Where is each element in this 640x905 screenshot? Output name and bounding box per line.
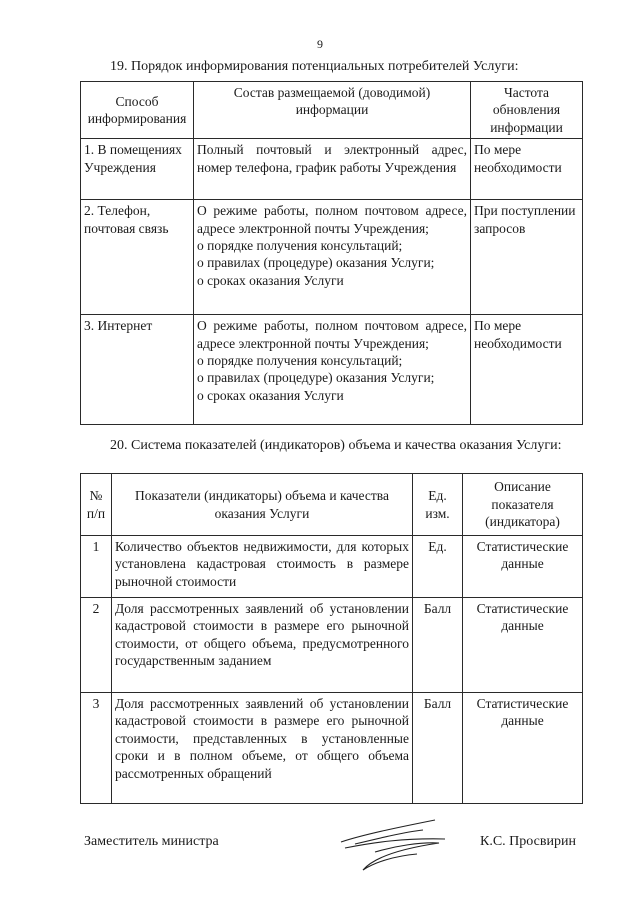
header-info: Состав размещаемой (доводимой) информации (194, 82, 471, 139)
signatory-name: К.С. Просвирин (480, 834, 576, 849)
info-line: о сроках оказания Услуги (197, 272, 344, 288)
info-line: О режиме работы, полном почтовом адресе, адресе электронной почты Учреждения; (197, 318, 467, 351)
table-row (81, 536, 583, 598)
unit-cell: Балл (413, 598, 463, 693)
info-line: О режиме работы, полном почтовом адресе, адресе электронной почты Учреждения; (197, 203, 467, 236)
page-number: 9 (317, 37, 323, 51)
information-table (80, 81, 583, 425)
section-20-title: 20. Система показателей (индикаторов) объема и качества оказания Услуги: (110, 438, 562, 453)
info-line: о правилах (процедуре) оказания Услуги; (197, 370, 435, 386)
header-method: Способ информирования (81, 82, 194, 139)
info-cell: Полный почтовый и электронный адрес, номер телефона, график работы Учреждения (194, 139, 471, 200)
row-number: 1 (81, 536, 112, 598)
indicator-cell: Количество объектов недвижимости, для которых установлена кадастровая стоимость в размере рыночной стоимости (112, 536, 413, 598)
table-row (81, 139, 583, 200)
info-line: о порядке получения консультаций; (197, 353, 403, 369)
header-unit: Ед. изм. (413, 474, 463, 536)
header-frequency: Частота обновления информации (471, 82, 583, 139)
table-row (81, 200, 583, 315)
method-cell: 3. Интернет (81, 315, 194, 425)
table-row (81, 598, 583, 693)
info-cell (194, 200, 471, 315)
description-cell: Статистические данные (463, 693, 583, 804)
frequency-cell: По мере необходимости (471, 139, 583, 200)
indicators-table (80, 473, 583, 804)
unit-cell: Ед. (413, 536, 463, 598)
description-cell: Статистические данные (463, 536, 583, 598)
table-header-row (81, 474, 583, 536)
section-19-title: 19. Порядок информирования потенциальных потребителей Услуги: (110, 59, 519, 74)
signatory-position: Заместитель министра (84, 834, 219, 849)
indicator-cell: Доля рассмотренных заявлений об установлении кадастровой стоимости в размере его рыночной стоимости, от общего объема, предусмотренного государственным заданием (112, 598, 413, 693)
description-cell: Статистические данные (463, 598, 583, 693)
unit-cell: Балл (413, 693, 463, 804)
row-number: 2 (81, 598, 112, 693)
table-row (81, 693, 583, 804)
method-cell: 1. В помещениях Учреждения (81, 139, 194, 200)
header-indicator: Показатели (индикаторы) объема и качества оказания Услуги (112, 474, 413, 536)
handwritten-signature (335, 812, 455, 882)
table-row (81, 315, 583, 425)
indicator-cell: Доля рассмотренных заявлений об установлении кадастровой стоимости в размере его рыночной стоимости, представленных в установленные сроки и в полном объеме, от общего объема рассмотренных обращений (112, 693, 413, 804)
frequency-cell: При поступлении запросов (471, 200, 583, 315)
table-header-row (81, 82, 583, 139)
header-number: № п/п (81, 474, 112, 536)
info-line: о порядке получения консультаций; (197, 238, 403, 254)
method-cell: 2. Телефон, почтовая связь (81, 200, 194, 315)
info-cell (194, 315, 471, 425)
header-description: Описание показателя (индикатора) (463, 474, 583, 536)
info-line: о сроках оказания Услуги (197, 387, 344, 403)
frequency-cell: По мере необходимости (471, 315, 583, 425)
info-line: о правилах (процедуре) оказания Услуги; (197, 255, 435, 271)
row-number: 3 (81, 693, 112, 804)
